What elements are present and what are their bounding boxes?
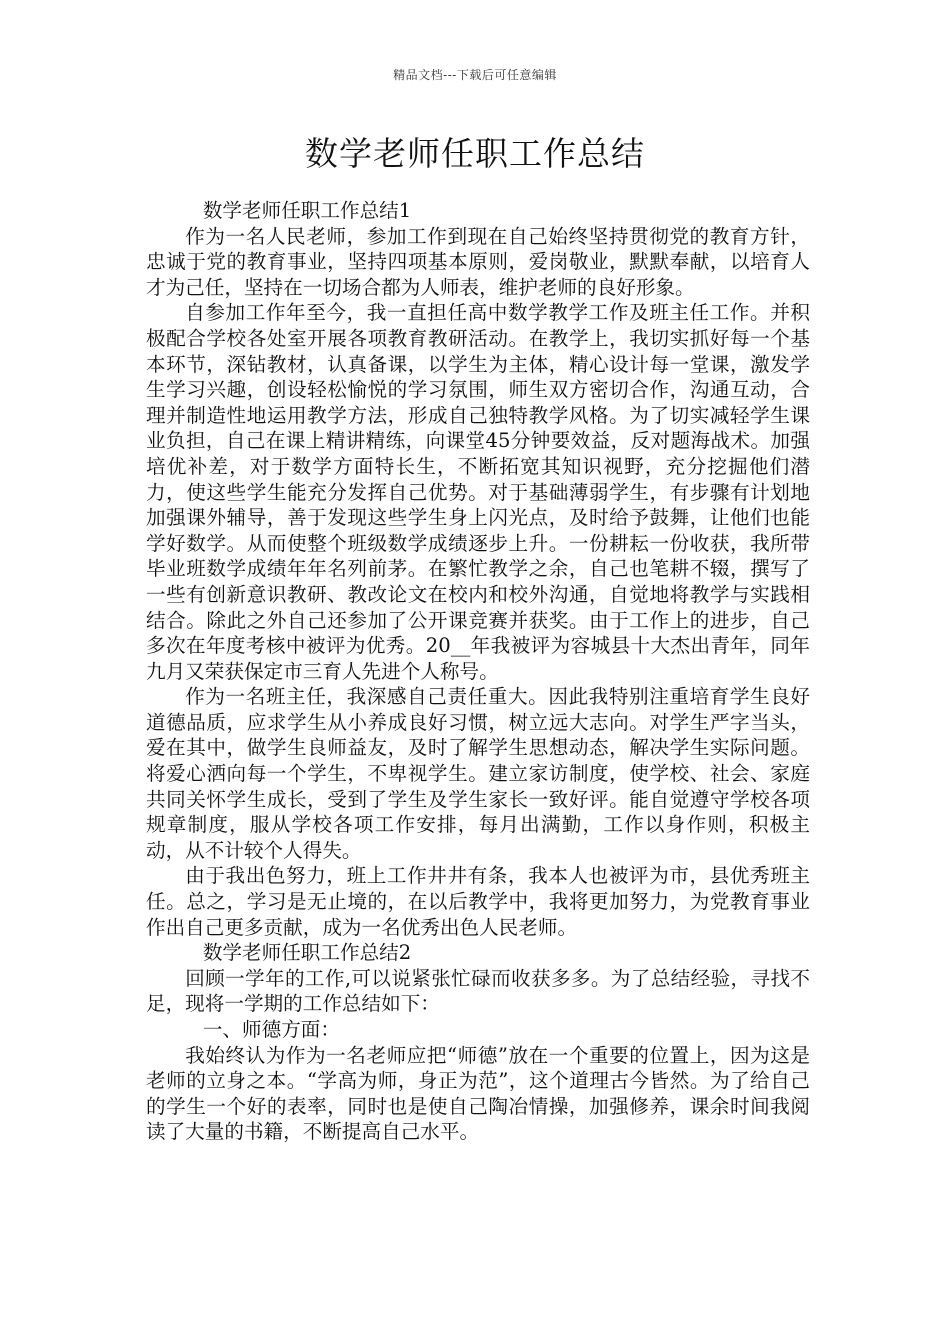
paragraph: 作为一名班主任，我深感自己责任重大。因此我特别注重培育学生良好道德品质，应求学生从小养成良好习惯，树立远大志向。对学生严字当头，爱在其中，做学生良师益友，及时了解学生思想动态，解决学生实际问题。将爱心洒向每一个学生，不卑视学生。建立家访制度，使学校、社会、家庭共同关怀学生成长，受到了学生及学生家长一致好评。能自觉遵守学校各项规章制度，服从学校各项工作安排，每月出满勤，工作以身作则，积极主动，从不计较个人得失。 bbox=[146, 685, 810, 862]
paragraph: 作为一名人民老师，参加工作到现在自己始终坚持贯彻党的教育方针，忠诚于党的教育事业，坚持四项基本原则，爱岗敬业，默默奉献，以培育人才为己任，坚持在一切场合都为人师表，维护老师的良好形象。 bbox=[146, 224, 810, 299]
paragraph: 由于我出色努力，班上工作井井有条，我本人也被评为市，县优秀班主任。总之，学习是无止境的，在以后教学中，我将更加努力，为党教育事业作出自己更多贡献，成为一名优秀出色人民老师。 bbox=[146, 864, 810, 939]
paragraph: 回顾一学年的工作,可以说紧张忙碌而收获多多。为了总结经验，寻找不足，现将一学期的工作总结如下： bbox=[146, 966, 810, 1016]
header-note: 精品文档---下载后可任意编辑 bbox=[393, 68, 557, 82]
document-title: 数学老师任职工作总结 bbox=[305, 134, 645, 173]
paragraph: 我始终认为作为一名老师应把“师德”放在一个重要的位置上，因为这是老师的立身之本。“学高为师，身正为范”，这个道理古今皆然。为了给自己的学生一个好的表率，同时也是使自己陶冶情操，加强修养，课余时间我阅读了大量的书籍，不断提高自己水平。 bbox=[146, 1043, 810, 1144]
subsection-heading: 一、师德方面： bbox=[202, 1018, 340, 1041]
paragraph: 自参加工作年至今，我一直担任高中数学教学工作及班主任工作。并积极配合学校各处室开展各项教育教研活动。在教学上，我切实抓好每一个基本环节，深钻教材，认真备课，以学生为主体，精心设计每一堂课，激发学生学习兴趣，创设轻松愉悦的学习氛围，师生双方密切合作，沟通互动，合理并制造性地运用教学方法，形成自己独特教学风格。为了切实减轻学生课业负担，自己在课上精讲精练，向课堂45分钟要效益，反对题海战术。加强培优补差，对于数学方面特长生，不断拓宽其知识视野，充分挖掘他们潜力，使这些学生能充分发挥自己优势。对于基础薄弱学生，有步骤有计划地加强课外辅导，善于发现这些学生身上闪光点，及时给予鼓舞，让他们也能学好数学。从而使整个班级数学成绩逐步上升。一份耕耘一份收获，我所带毕业班数学成绩年年名列前茅。在繁忙教学之余，自己也笔耕不辍，撰写了一些有创新意识教研、教改论文在校内和校外沟通，自觉地将教学与实践相结合。除此之外自己还参加了公开课竞赛并获奖。由于工作上的进步，自己多次在年度考核中被评为优秀。20__年我被评为容城县十大杰出青年，同年九月又荣获保定市三育人先进个人称号。 bbox=[146, 301, 810, 683]
section-heading-2: 数学老师任职工作总结2 bbox=[202, 941, 412, 965]
document-body bbox=[146, 198, 810, 1145]
section-heading-1: 数学老师任职工作总结1 bbox=[202, 199, 412, 222]
